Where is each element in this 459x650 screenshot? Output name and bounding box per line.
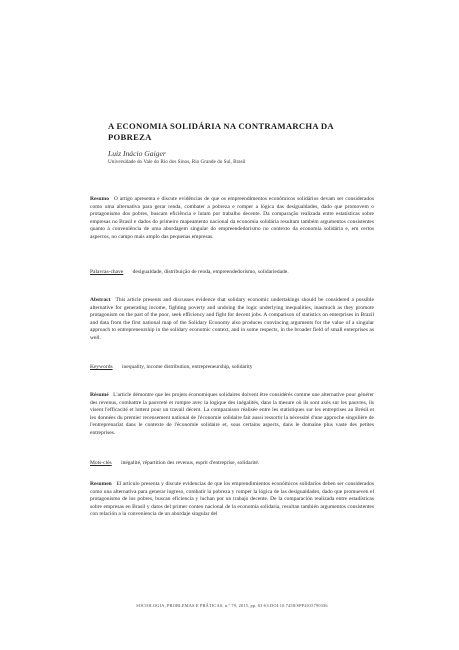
abstract-spanish: [90, 481, 374, 519]
abstract-french-label: Résumé: [90, 392, 109, 398]
keywords-english-text: inequality, income distribution, entrepreneurship, solidarity: [121, 364, 253, 370]
keywords-french-text: inégalité, répartition des revenus, esprit d'entreprise, solidarité.: [121, 460, 260, 466]
abstract-portuguese: [90, 196, 374, 242]
article-author: Luiz Inácio Gaiger: [108, 149, 166, 158]
abstract-french-text: L'article démontre que les projets économiques solidaires doivent être considérés comme une alternative pour générer des revenus, combattre la pauvreté et rompre avec la logique des inégalités, dans la mesure où ils sont axés sur les pauvres, ils visent l'efficacité et luttent pour un travail décent. La comparaison réalisée entre les statistiques sur les entreprises au Brésil et les données du premier recensement national de l'économie solidaire fait aussi ressortir la nécessité d'une approche singulière de l'entreprenariat dans le contexte de l'économie solidaire et, sous certains aspects, dans le domaine plus vaste des petites entreprises.: [90, 392, 375, 436]
keywords-french-label: Mots-clés: [90, 460, 112, 466]
abstract-english: [90, 297, 374, 343]
keywords-english-label: Keywords: [90, 364, 113, 370]
keywords-portuguese-text: desigualdade, distribuição de renda, empreendedorismo, solidariedade.: [132, 269, 289, 275]
abstract-spanish-text: El artículo presenta y discute evidencias de que los emprendimientos económicos solidarios deben ser considerados como una alternativa para generar ingreso, combatir la pobreza y romper la lógica de las desigualdades, dado que promueven el protagonismo de los pobres, buscan eficiencia y luchan por un trabajo decente. De la comparación realizada entre estadísticas sobre empresas en Brasil y datos del primer conteo nacional de la economía solidaria, resultan también argumentos consistentes con relación a la conveniencia de un abordaje singular del: [90, 481, 375, 518]
abstract-french: [90, 392, 374, 438]
abstract-english-label: Abstract: [90, 297, 111, 303]
keywords-portuguese: [90, 269, 374, 276]
keywords-portuguese-label: Palavras-chave: [90, 269, 124, 275]
article-title: A ECONOMIA SOLIDÁRIA NA CONTRAMARCHA DA POBREZA: [108, 121, 334, 142]
abstract-portuguese-label: Resumo: [90, 196, 109, 202]
abstract-spanish-label: Resumen: [90, 481, 112, 487]
keywords-french: [90, 460, 374, 467]
author-affiliation: Universidade do Vale do Rio dos Sinos, Rio Grande do Sul, Brasil: [108, 159, 246, 165]
abstract-portuguese-text: O artigo apresenta e discute evidências de que os empreendimentos econômicos solidários devam ser considerados como uma alternativa para gerar renda, combater a pobreza e romper a lógica das desigualdades, dado que promovem o protagonismo dos pobres, buscam eficiência e lutam por trabalho decente. Da comparação realizada entre estatísticas sobre empresas no Brasil e dados do primeiro mapeamento nacional da economia solidária resultam também argumentos consistentes quanto à conveniência de uma abordagem singular do empreendedorismo no contexto da economia solidária e, em certos aspectos, no campo mais amplo das pequenas empresas.: [90, 196, 374, 240]
keywords-english: [90, 364, 374, 371]
journal-footer: SOCIOLOGIA, PROBLEMAS E PRÁTICAS, n.º 79, 2015, pp. 63-63 DOI:10.7458/SPP2015790336: [136, 603, 328, 608]
abstract-english-text: This article presents and discusses evidence that solidary economic undertakings should be considered a possible alternative for generating income, fighting poverty and undoing the logic underlying inequalities, inasmuch as they promote protagonism on the part of the poor, seek efficiency and fight for decent jobs. A comparison of statistics on enterprises in Brazil and data from the first national map of the Solidary Economy also produces convincing arguments for the value of a singular approach to entrepreneurship in the solidary economic context, and in some respects, in the broader field of small enterprises as well.: [90, 297, 374, 341]
